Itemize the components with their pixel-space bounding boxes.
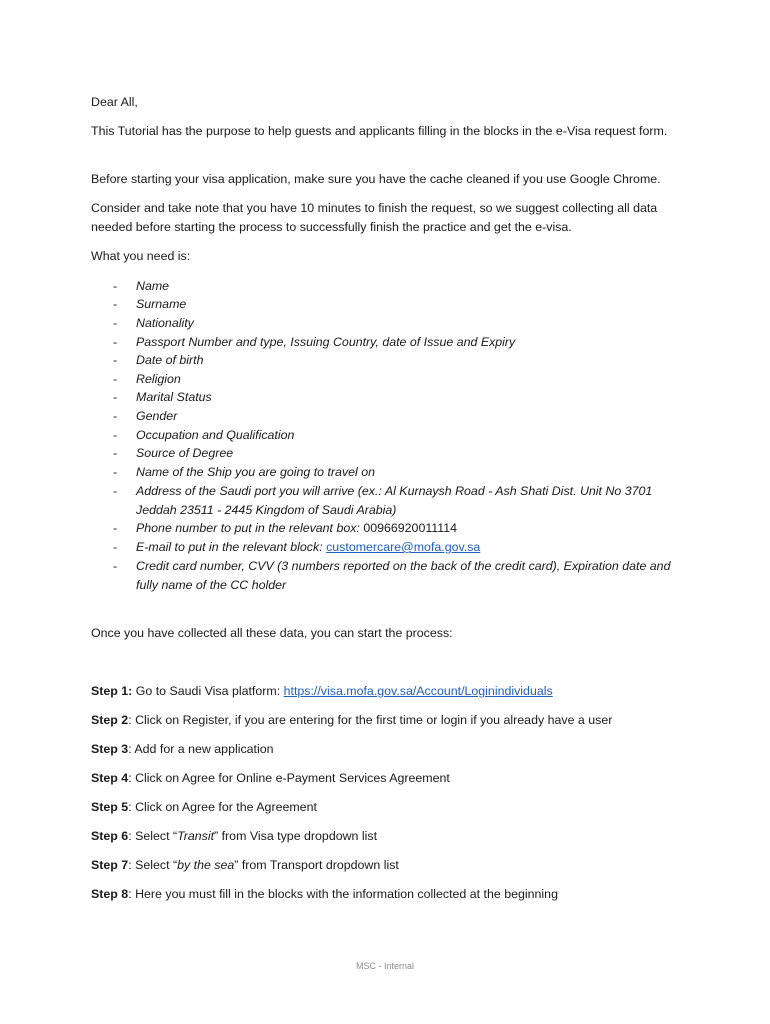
document-page: Dear All, This Tutorial has the purpose to help guests and applicants filling in the blocks in the e-Visa request form. Before starting your visa application, make sure you have the cache cleaned if you use Google Chrome. Consider and take note that you have 10 minutes to finish the request, so we suggest collecting all data needed before starting the process to successfully finish the practice and get the e-visa. What you need is: - Name - Surname - Nationality - Passport Number and type, Issuing Country, date of Issue and Expiry - Date of birth - Religion - Marital Status - Gender - Occupation and Qualification - Source of Degree - Name of the Ship you are going to travel on - Address of the Saudi port you will arrive (ex.: Al Kurnaysh Road - Ash Shati Dist. Unit No 3701 Jeddah 23511 - 2445 Kingdom of Saudi Arabia) - Phone number to put in the relevant box: 00966920011114 - E-mail to put in the relevant block: customercare@mofa.gov.sa - Credit card number, CVV (3 numbers reported on the back of the credit card), Expiration date and fully name of the CC holder Once you have collected all these data, you can start the process: Step 1: Go to Saudi Visa platform: https://visa.mofa.gov.sa/Account/Loginindividuals Step 2: Click on Register, if you are entering for the first time or login if you already have a user Step 3: Add for a new application Step 4: Click on Agree for Online e-Payment Services Agreement Step 5: Click on Agree for the Agreement Step 6: Select “Transit” from Visa type dropdown list Step 7: Select “by the sea” from Transport dropdown list Step 8: Here you must fill in the blocks with the information collected at the beginning MSC - Internal: [0, 0, 770, 1024]
list-item-text: Marital Status: [136, 390, 212, 404]
step-2: Step 2: Click on Register, if you are entering for the first time or login if you already have a user: [91, 713, 613, 727]
intro-paragraph: This Tutorial has the purpose to help guests and applicants filling in the blocks in the e-Visa request form.: [91, 124, 668, 138]
need-heading: What you need is:: [91, 249, 191, 263]
list-item-text: Occupation and Qualification: [136, 428, 295, 442]
footer-classification: MSC - Internal: [355, 961, 415, 971]
list-item-text: Name of the Ship you are going to travel on: [136, 465, 376, 479]
step-4: Step 4: Click on Agree for Online e-Payment Services Agreement: [91, 771, 450, 785]
list-item-text: Surname: [136, 297, 187, 311]
list-item-text: Gender: [136, 409, 178, 423]
list-item-text: Passport Number and type, Issuing Country, date of Issue and Expiry: [136, 335, 516, 349]
list-item-text: Religion: [136, 372, 181, 386]
list-item-text: Phone number to put in the relevant box: 00966920011114: [136, 521, 458, 535]
phone-number: 00966920011114: [363, 521, 458, 535]
list-item-text: Source of Degree: [136, 446, 234, 460]
step-6: Step 6: Select “Transit” from Visa type dropdown list: [91, 829, 378, 843]
list-item-text: Address of the Saudi port you will arrive (ex.: Al Kurnaysh Road - Ash Shati Dist. Unit No 3701 Jeddah 23511 - 2445 Kingdom of Saudi Arabia): [136, 484, 653, 517]
list-item-text: Credit card number, CVV (3 numbers reported on the back of the credit card), Expiration date and fully name of the CC holder: [136, 559, 671, 592]
greeting: Dear All,: [91, 95, 138, 109]
list-item-text: Name: [136, 279, 170, 293]
list-item-text: E-mail to put in the relevant block: customercare@mofa.gov.sa: [136, 540, 481, 554]
cache-note: Before starting your visa application, make sure you have the cache cleaned if you use Google Chrome.: [91, 172, 661, 186]
step-8: Step 8: Here you must fill in the blocks with the information collected at the beginning: [91, 887, 558, 901]
step-3: Step 3: Add for a new application: [91, 742, 274, 756]
visa-platform-link[interactable]: https://visa.mofa.gov.sa/Account/Loginindividuals: [283, 684, 553, 698]
email-link[interactable]: customercare@mofa.gov.sa: [326, 540, 481, 554]
time-note: Consider and take note that you have 10 minutes to finish the request, so we suggest collecting all data needed before starting the process to successfully finish the practice and get the e-visa.: [91, 201, 658, 234]
step-1: Step 1: Go to Saudi Visa platform: https://visa.mofa.gov.sa/Account/Loginindividuals: [91, 684, 553, 698]
list-item-text: Date of birth: [136, 353, 204, 367]
step-5: Step 5: Click on Agree for the Agreement: [91, 800, 317, 814]
step-7: Step 7: Select “by the sea” from Transport dropdown list: [91, 858, 399, 872]
list-item-text: Nationality: [136, 316, 194, 330]
collected-note: Once you have collected all these data, you can start the process:: [91, 626, 453, 640]
